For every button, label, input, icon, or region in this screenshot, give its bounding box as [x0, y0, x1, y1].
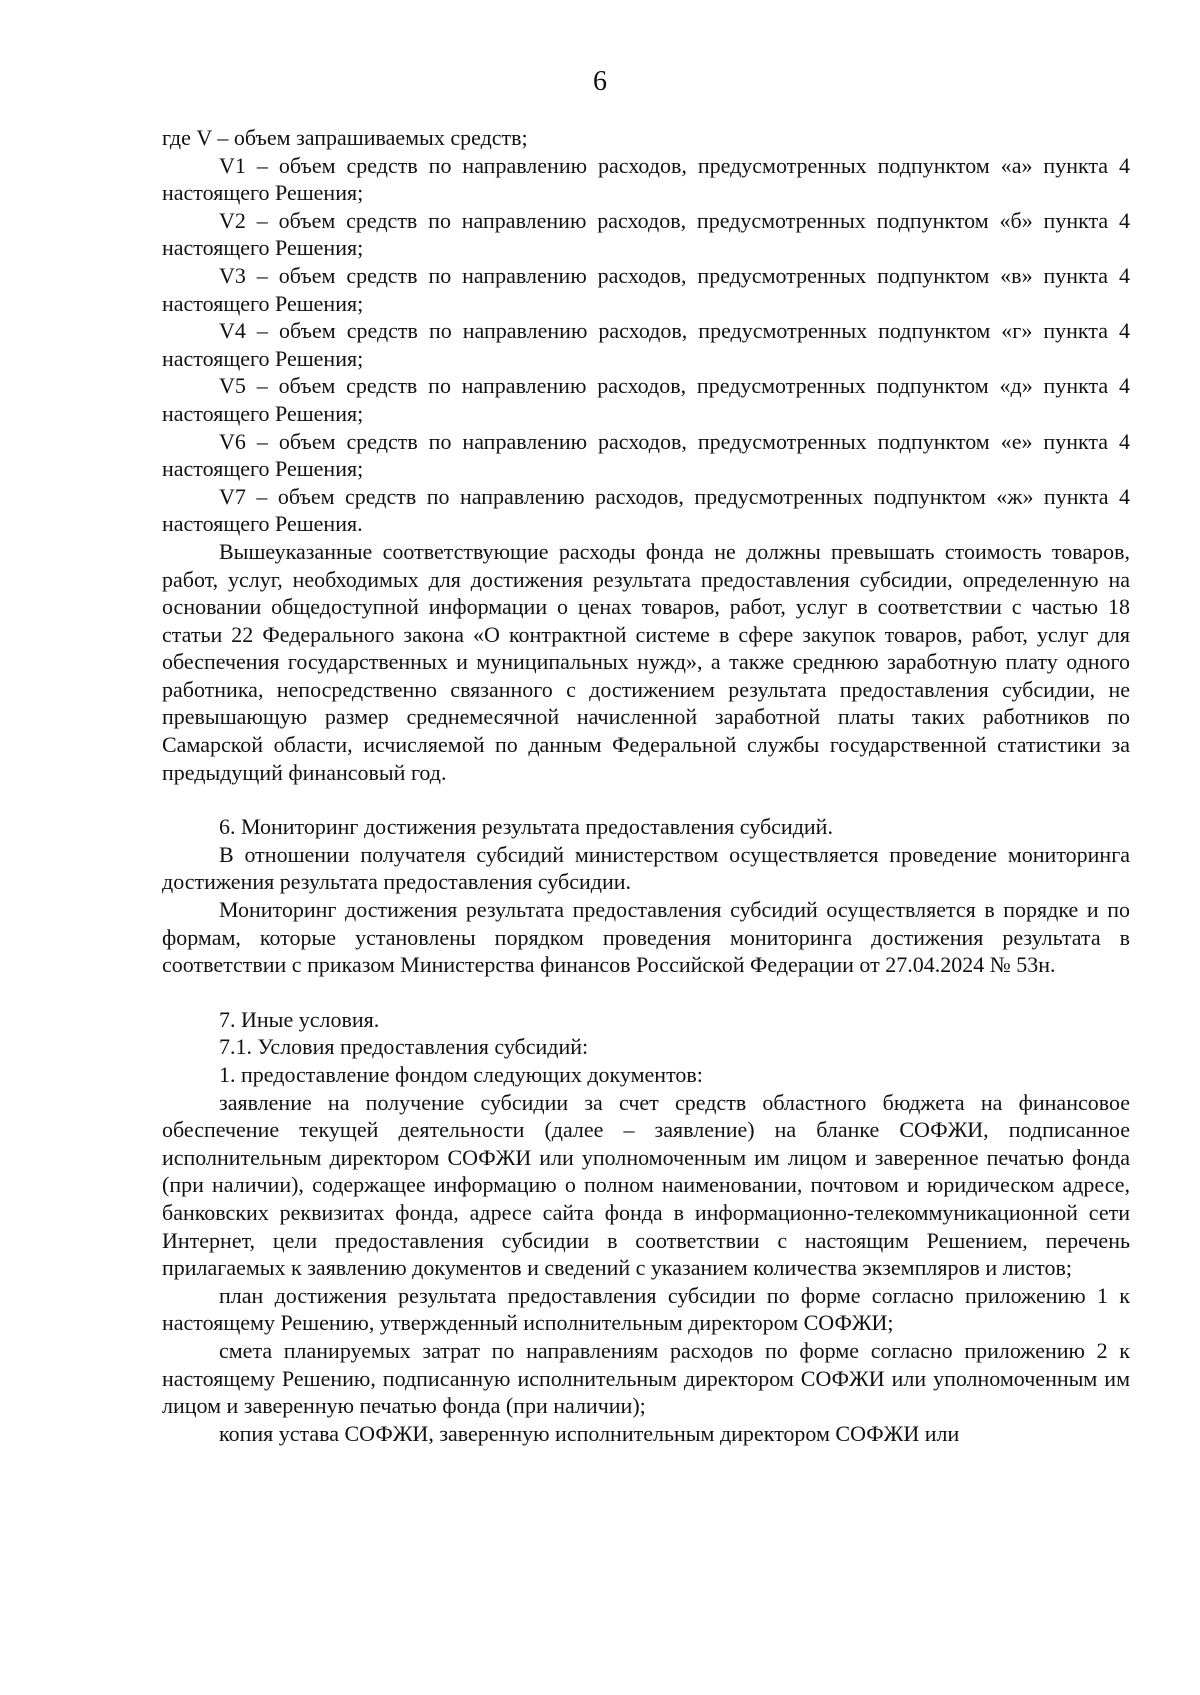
paragraph: V6 – объем средств по направлению расходов, предусмотренных подпунктом «е» пункта 4 настоящего Решения;	[162, 428, 1130, 482]
page-number: 6	[593, 66, 607, 97]
paragraph: где V – объем запрашиваемых средств;	[162, 125, 528, 150]
paragraph: план достижения результата предоставления субсидии по форме согласно приложению 1 к настоящему Решению, утвержденный исполнительным директором СОФЖИ;	[162, 1282, 1130, 1336]
paragraph: Мониторинг достижения результата предоставления субсидий осуществляется в порядке и по формам, которые установлены порядком проведения мониторинга достижения результата в соответствии с приказом Министерства финансов Российской Федерации от 27.04.2024 № 53н.	[162, 897, 1130, 978]
paragraph: V2 – объем средств по направлению расходов, предусмотренных подпунктом «б» пункта 4 настоящего Решения;	[162, 207, 1130, 261]
paragraph: V4 – объем средств по направлению расходов, предусмотренных подпунктом «г» пункта 4 настоящего Решения;	[162, 318, 1130, 371]
subsection-heading: 7.1. Условия предоставления субсидий:	[219, 1034, 589, 1060]
paragraph-gap	[162, 786, 1130, 813]
paragraph: V3 – объем средств по направлению расходов, предусмотренных подпунктом «в» пункта 4 настоящего Решения;	[162, 262, 1130, 316]
section-heading: 6. Мониторинг достижения результата предоставления субсидий.	[219, 814, 833, 840]
paragraph: смета планируемых затрат по направлениям расходов по форме согласно приложению 2 к настоящему Решению, подписанную исполнительным директором СОФЖИ или уполномоченным им лицом и заверенную печатью фонда (при наличии);	[162, 1337, 1130, 1419]
list-item: 1. предоставление фондом следующих документов:	[219, 1062, 703, 1087]
paragraph: В отношении получателя субсидий министерством осуществляется проведение мониторинга достижения результата предоставления субсидии.	[162, 841, 1130, 895]
paragraph: V1 – объем средств по направлению расходов, предусмотренных подпунктом «а» пункта 4 настоящего Решения;	[162, 152, 1130, 206]
paragraph: копия устава СОФЖИ, заверенную исполнительным директором СОФЖИ или	[219, 1420, 960, 1446]
section-heading: 7. Иные условия.	[219, 1006, 380, 1032]
paragraph: V5 – объем средств по направлению расходов, предусмотренных подпунктом «д» пункта 4 настоящего Решения;	[162, 373, 1130, 426]
paragraph-gap	[162, 979, 1130, 1006]
paragraph: заявление на получение субсидии за счет средств областного бюджета на финансовое обеспечение текущей деятельности (далее – заявление) на бланке СОФЖИ, подписанное исполнительным директором СОФЖИ или уполномоченным им лицом и заверенное печатью фонда (при наличии), содержащее информацию о полном наименовании, почтовом и юридическом адресе, банковских реквизитах фонда, адресе сайта фонда в информационно-телекоммуникационной сети Интернет, цели предоставления субсидии в соответствии с настоящим Решением, перечень прилагаемых к заявлению документов и сведений с указанием количества экземпляров и листов;	[162, 1089, 1130, 1281]
paragraph: Вышеуказанные соответствующие расходы фонда не должны превышать стоимость товаров, работ, услуг, необходимых для достижения результата предоставления субсидии, определенную на основании общедоступной информации о ценах товаров, работ, услуг в соответствии с частью 18 статьи 22 Федерального закона «О контрактной системе в сфере закупок товаров, работ, услуг для обеспечения государственных и муниципальных нужд», а также среднюю заработную плату одного работника, непосредственно связанного с достижением результата предоставления субсидии, не превышающую размер среднемесячной начисленной заработной платы таких работников по Самарской области, исчисляемой по данным Федеральной службы государственной статистики за предыдущий финансовый год.	[162, 538, 1130, 785]
paragraph: V7 – объем средств по направлению расходов, предусмотренных подпунктом «ж» пункта 4 настоящего Решения.	[162, 483, 1130, 537]
document-body	[162, 124, 1130, 1447]
